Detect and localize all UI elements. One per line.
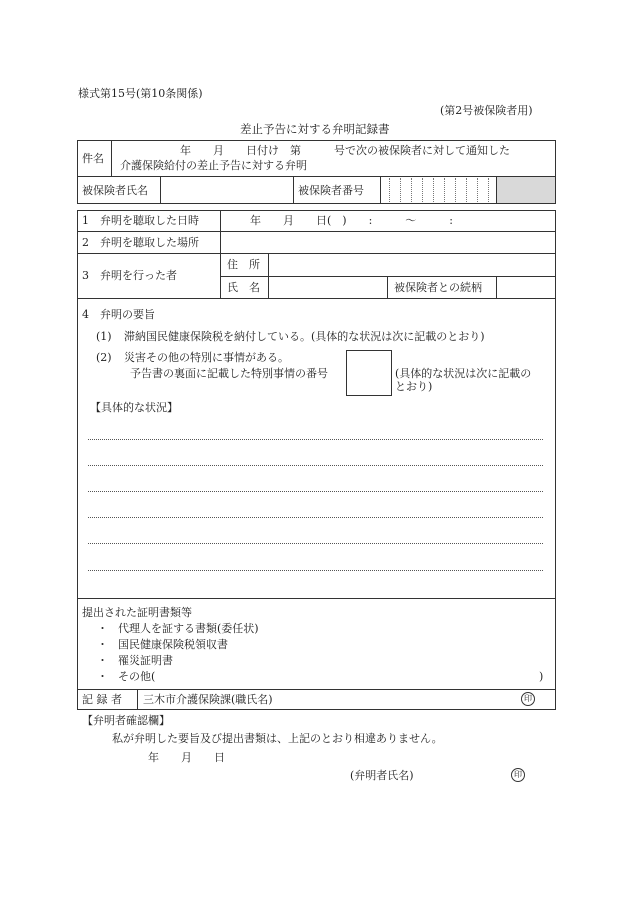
- subject-line-1[interactable]: 年 月 日付け 第 号で次の被保険者に対して通知した: [180, 144, 510, 157]
- insured-name-label: 被保険者氏名: [82, 184, 148, 197]
- close-paren: ): [539, 670, 544, 683]
- section2-label: 2 弁明を聴取した場所: [82, 236, 199, 249]
- recorder-seal-icon: 印: [521, 692, 535, 706]
- insured-number-field[interactable]: [381, 177, 495, 203]
- bullet: ・: [97, 670, 108, 683]
- situation-line[interactable]: [88, 517, 543, 518]
- documents-heading: 提出された証明書類等: [82, 606, 192, 619]
- subject-line-2: 介護保険給付の差止予告に対する弁明: [120, 159, 307, 172]
- special-circumstance-number-box[interactable]: [346, 350, 392, 396]
- hearing-datetime-field[interactable]: 年 月 日( ) : 〜 :: [250, 214, 453, 227]
- confirmation-heading: 【弁明者確認欄】: [82, 714, 170, 727]
- situation-line[interactable]: [88, 465, 543, 466]
- subject-label: 件名: [82, 152, 104, 165]
- situation-line[interactable]: [88, 491, 543, 492]
- relation-label: 被保険者との続柄: [394, 281, 482, 294]
- address-label: 住 所: [227, 258, 260, 271]
- item2-line2: 予告書の裏面に記載した特別事情の番号: [130, 367, 328, 380]
- insured-name-field[interactable]: [163, 178, 291, 202]
- relation-field[interactable]: [498, 278, 554, 297]
- document-item: 国民健康保険税領収書: [118, 638, 228, 651]
- situation-line[interactable]: [88, 439, 543, 440]
- form-type: (第2号被保険者用): [440, 104, 533, 117]
- document-item-other[interactable]: その他(: [118, 670, 156, 683]
- section1-label: 1 弁明を聴取した日時: [82, 214, 199, 227]
- document-item: 代理人を証する書類(委任状): [118, 622, 259, 635]
- document-item: 罹災証明書: [118, 654, 173, 667]
- name-field[interactable]: [270, 278, 386, 297]
- bullet: ・: [97, 654, 108, 667]
- address-field[interactable]: [270, 255, 554, 275]
- situation-heading: 【具体的な状況】: [90, 401, 178, 414]
- confirmation-date[interactable]: 年 月 日: [148, 751, 225, 764]
- bullet: ・: [97, 622, 108, 635]
- recorder-value: 三木市介護保険課(職氏名): [143, 693, 273, 706]
- item2-number: (2): [96, 351, 112, 364]
- recorder-label: 記 録 者: [82, 693, 122, 706]
- shaded-cell: [497, 177, 555, 203]
- section4-label: 4 弁明の要旨: [82, 308, 155, 321]
- item2-note-line2: とおり): [395, 380, 433, 393]
- signer-name-field[interactable]: [420, 766, 510, 782]
- situation-line[interactable]: [88, 543, 543, 544]
- item1-number: (1): [96, 330, 112, 343]
- name-label: 氏 名: [227, 281, 260, 294]
- signer-seal-icon: 印: [511, 768, 525, 782]
- situation-line[interactable]: [88, 570, 543, 571]
- item1-text: 滞納国民健康保険税を納付している。(具体的な状況は次に記載のとおり): [124, 330, 485, 343]
- form-title: 差止予告に対する弁明記録書: [240, 122, 390, 136]
- item2-note-line1: (具体的な状況は次に記載の: [395, 367, 532, 380]
- hearing-place-field[interactable]: [222, 233, 554, 252]
- signer-label: (弁明者氏名): [350, 769, 414, 782]
- form-number: 様式第15号(第10条関係): [78, 87, 203, 100]
- insured-number-label: 被保険者番号: [298, 184, 364, 197]
- item2-line1: 災害その他の特別に事情がある。: [124, 351, 289, 364]
- section3-label: 3 弁明を行った者: [82, 269, 177, 282]
- bullet: ・: [97, 638, 108, 651]
- confirmation-statement: 私が弁明した要旨及び提出書類は、上記のとおり相違ありません。: [112, 732, 443, 745]
